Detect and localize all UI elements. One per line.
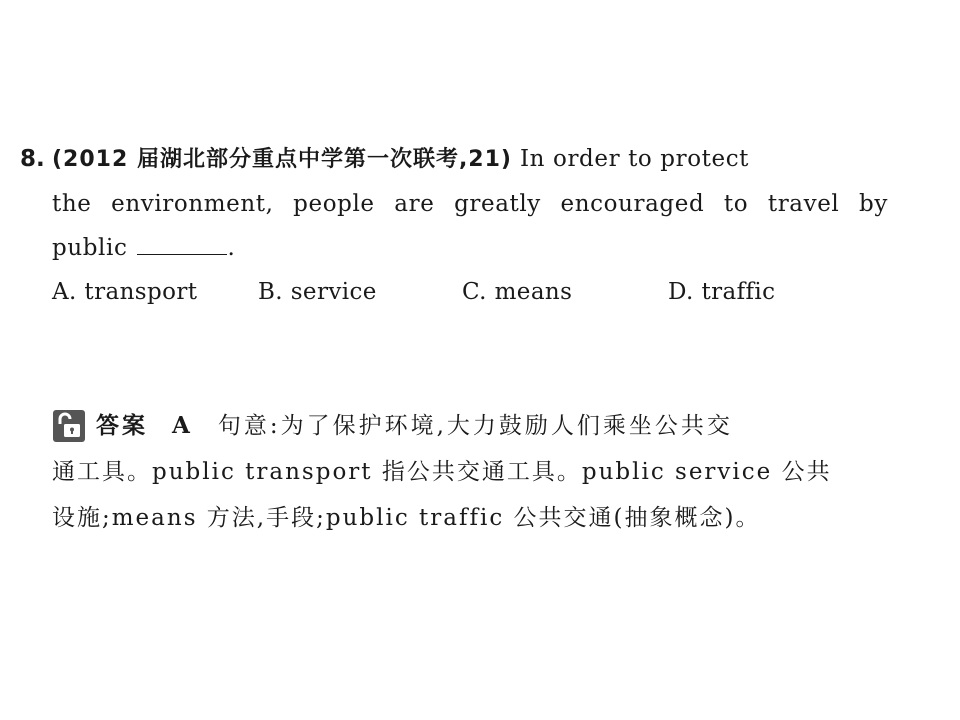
open-lock-icon	[52, 409, 86, 443]
answer-line-1	[52, 403, 902, 449]
stem-word: to	[723, 191, 749, 217]
question-line-1	[20, 137, 900, 182]
stem-word: travel	[767, 191, 840, 217]
stem-word: environment,	[111, 191, 274, 217]
answer-blank	[137, 236, 227, 255]
question-number: 8.	[20, 146, 45, 172]
question-block	[20, 137, 900, 314]
option-d: D. traffic	[668, 279, 776, 305]
question-stem-period: .	[227, 235, 236, 261]
question-line-2	[20, 182, 900, 226]
options-row	[20, 270, 900, 314]
stem-word: the	[52, 191, 92, 217]
question-source: (2012 届湖北部分重点中学第一次联考,21)	[52, 147, 512, 172]
answer-choice: A	[172, 412, 192, 439]
option-c: C. means	[462, 279, 573, 305]
question-stem-end: public	[52, 235, 128, 261]
stem-word: are	[394, 191, 435, 217]
answer-explanation-1: 句意:为了保护环境,大力鼓励人们乘坐公共交	[217, 413, 733, 439]
stem-word: by	[859, 191, 888, 217]
stem-word: encouraged	[560, 191, 705, 217]
answer-block	[52, 403, 902, 541]
answer-line-2: 通工具。public transport 指公共交通工具。public service 公共	[52, 459, 832, 485]
answer-line-3: 设施;means 方法,手段;public traffic 公共交通(抽象概念)。	[52, 505, 761, 531]
answer-label: 答案	[96, 413, 148, 439]
question-stem-start: In order to protect	[519, 146, 750, 172]
question-line-3	[20, 226, 900, 270]
stem-word: people	[293, 191, 375, 217]
question-stem-line-2	[52, 182, 888, 226]
option-b: B. service	[258, 279, 377, 305]
stem-word: greatly	[454, 191, 541, 217]
option-a: A. transport	[52, 279, 198, 305]
